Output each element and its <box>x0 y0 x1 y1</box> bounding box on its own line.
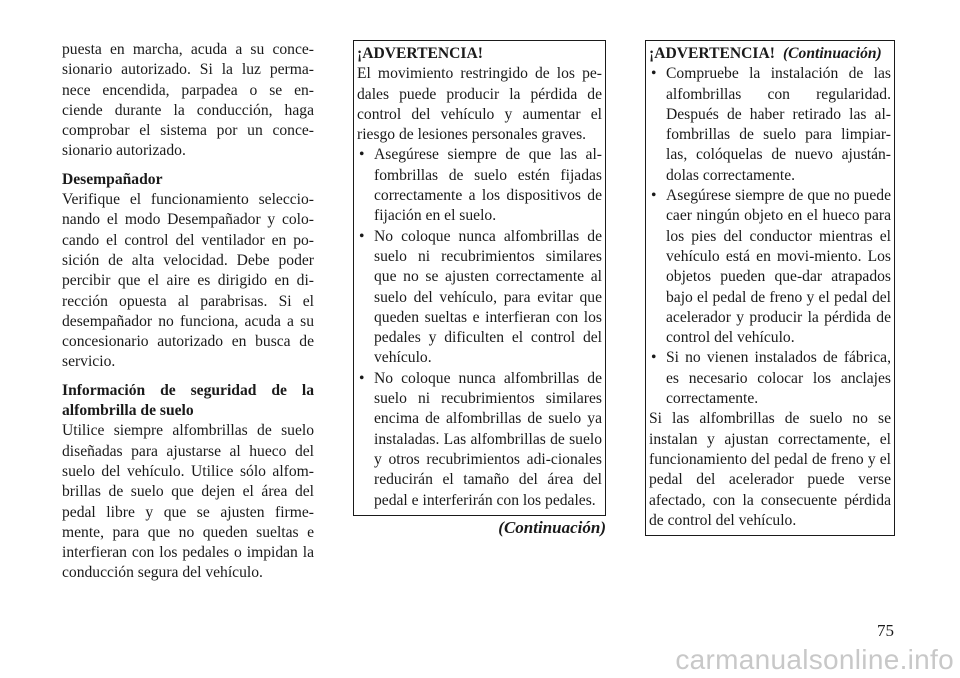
warning-continued-label: (Continuación) <box>782 45 882 62</box>
bullet-icon: • <box>359 146 365 164</box>
middle-column <box>353 40 606 538</box>
warning-bullet-item: • Si no vienen instalados de fábrica, es necesario colocar los anclajes correctamente. <box>651 349 891 408</box>
bullet-icon: • <box>651 187 657 205</box>
intro-paragraph: puesta en marcha, acuda a su conce-sionario autorizado. Si la luz perma-nece encendida, parpadea o se en-ciende durante la conducción, haga comprobar el sistema por un conce-sionario autorizado. <box>62 41 314 160</box>
watermark: carmanualsonline.info <box>675 644 954 675</box>
warning-title: ¡ADVERTENCIA! (Continuación) <box>649 45 882 62</box>
floor-mat-paragraph: Utilice siempre alfombrillas de suelo diseñadas para ajustarse al hueco del suelo del vehículo. Utilice sólo alfom-brillas de suelo que dejen el área del pedal libre y que se ajusten firme-mente, para que no queden sueltas e interfieran con los pedales o impidan la conducción segura del vehículo. <box>62 422 314 582</box>
warning-box <box>353 40 606 516</box>
floor-mat-heading: Información de seguridad de la alfombrilla de suelo <box>62 381 314 420</box>
right-column <box>645 40 895 536</box>
warning-bullet-item: • Asegúrese siempre de que no puede caer ningún objeto en el hueco para los pies del conductor mientras el vehículo está en movi-miento. Los objetos pueden que-dar atrapados bajo el pedal de freno y el pedal del acelerador y producir la pérdida de control del vehículo. <box>651 187 891 347</box>
left-column <box>62 40 314 592</box>
warning-intro: El movimiento restringido de los pe-dales puede producir la pérdida de control del vehículo y aumentar el riesgo de lesiones personales graves. <box>357 65 602 144</box>
warning-bullet-item: • Compruebe la instalación de las alfombrillas con regularidad. Después de haber retirado las al-fombrillas de suelo para limpiar-las, colóquelas de nuevo ajustán-dolas correctamente. <box>651 65 891 184</box>
bullet-icon: • <box>651 65 657 83</box>
continued-label: (Continuación) <box>498 517 606 537</box>
warning-outro: Si las alfombrillas de suelo no se instalan y ajustan correctamente, el funcionamiento del pedal de freno y el pedal del acelerador puede verse afectado, con la consecuente pérdida de control del vehículo. <box>649 410 891 529</box>
bullet-icon: • <box>359 227 365 245</box>
warning-box-continued <box>645 40 895 536</box>
warning-bullet-item: • No coloque nunca alfombrillas de suelo ni recubrimientos similares que no se ajusten correctamente al suelo del vehículo, para evitar que queden sueltas e interfieran con los pedales y dificulten el control del vehículo. <box>359 227 602 367</box>
bullet-icon: • <box>651 349 657 367</box>
warning-bullet-item: • No coloque nunca alfombrillas de suelo ni recubrimientos similares encima de alfombrillas de suelo ya instaladas. Las alfombrillas de suelo y otros recubrimientos adi-cionales reducirán el tamaño del área del pedal e interferirán con los pedales. <box>359 369 602 509</box>
warning-title: ¡ADVERTENCIA! <box>357 45 483 62</box>
warning-bullet-list <box>357 145 602 510</box>
warning-bullet-list <box>649 64 891 409</box>
warning-bullet-item: • Asegúrese siempre de que las al-fombrillas de suelo estén fijadas correctamente a los dispositivos de fijación en el suelo. <box>359 146 602 225</box>
defrost-heading: Desempañador <box>62 170 163 188</box>
defrost-paragraph: Verifique el funcionamiento seleccio-nando el modo Desempañador y colo-cando el control del ventilador en po-sición de alta velocidad. Debe poder percibir que el aire es dirigido en di-rección opuesta al parabrisas. Si el desempañador no funciona, acuda a su concesionario autorizado en busca de servicio. <box>62 191 314 371</box>
bullet-icon: • <box>359 369 365 387</box>
page-number: 75 <box>877 621 894 640</box>
